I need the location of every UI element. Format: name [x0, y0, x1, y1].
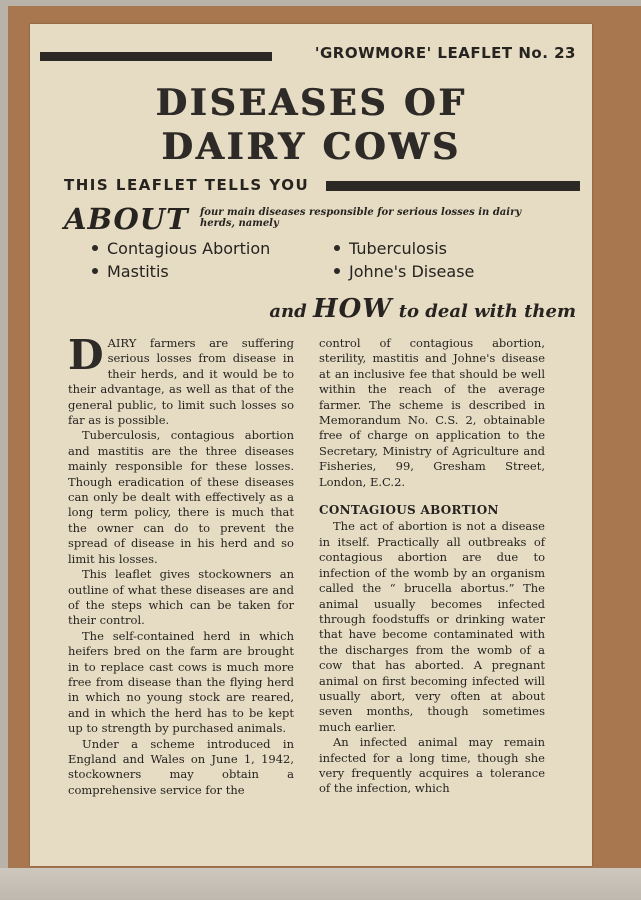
about-heading: ABOUT [64, 202, 189, 236]
how-pre: and [269, 301, 307, 322]
bullet-icon [92, 245, 98, 251]
paragraph: Under a scheme introduced in England and Wales on June 1, 1942, stockowners may obtain a comprehensive service for the [68, 736, 294, 797]
paragraph: DAIRY farmers are suffering serious losses from disease in their herds, and it would be to their advantage, as well as that of the general public, to limit such losses so far as is possible. [68, 331, 294, 428]
series-label: 'GROWMORE' LEAFLET No. 23 [314, 44, 576, 62]
drop-cap: D [68, 331, 104, 379]
paragraph: An infected animal may remain infected for a long time, though she very frequently acquires a tolerance of the infection, which [319, 735, 545, 796]
how-word: HOW [313, 294, 393, 324]
text-column-right [319, 336, 545, 797]
title-line-1: DISEASES OF [155, 82, 467, 124]
about-description: four main diseases responsible for serious losses in dairy herds, namely [200, 207, 522, 229]
bullet-icon [334, 268, 340, 274]
series-header [40, 44, 576, 66]
how-subheading [269, 294, 576, 324]
section-heading: CONTAGIOUS ABORTION [319, 503, 499, 518]
table-surface [0, 868, 641, 900]
tells-heading: THIS LEAFLET TELLS YOU [64, 176, 310, 194]
header-rule [40, 52, 272, 61]
tells-rule [326, 181, 580, 191]
bullet-icon [92, 268, 98, 274]
title-line-2: DAIRY COWS [161, 126, 461, 168]
paragraph: control of contagious abortion, sterility, mastitis and Johne's disease at an inclusive fee that should be well within the reach of the average farmer. The scheme is described in Memorandum No. C.S. 2, obtainable free of charge on application to the Secretary, Ministry of Agriculture and Fisheries, 99, Gresham Street, London, E.C.2. [319, 336, 545, 489]
text-column-left [68, 331, 294, 798]
paragraph: The act of abortion is not a disease in itself. Practically all outbreaks of contagious abortion are due to infection of the womb by an organism called the “ brucella abortus.” The animal usually becomes infected through foodstuffs or drinking water that have become contaminated with the discharges from the womb of a cow that has aborted. A pregnant animal on first becoming infected will usually abort, very often at about seven months, though sometimes much earlier. [319, 519, 545, 734]
paragraph: Tuberculosis, contagious abortion and mastitis are the three diseases mainly responsible for these losses. Though eradication of these diseases can only be dealt with effectively as a long term policy, there is much that the owner can do to prevent the spread of disease in his herd and so limit his losses. [68, 428, 294, 566]
paragraph: This leaflet gives stockowners an outline of what these diseases are and of the steps which can be taken for their control. [68, 567, 294, 628]
bullet-icon [334, 245, 340, 251]
leaflet-page [30, 24, 592, 866]
disease-item: Contagious Abortion [92, 239, 270, 258]
disease-item: Tuberculosis [334, 239, 447, 258]
disease-item: Johne's Disease [334, 262, 474, 281]
paragraph: The self-contained herd in which heifers bred on the farm are brought in to replace cast cows is much more free from disease than the flying herd in which no young stock are reared, and in which the herd has to be kept up to strength by purchased animals. [68, 628, 294, 736]
how-post: to deal with them [398, 301, 576, 322]
disease-item: Mastitis [92, 262, 169, 281]
